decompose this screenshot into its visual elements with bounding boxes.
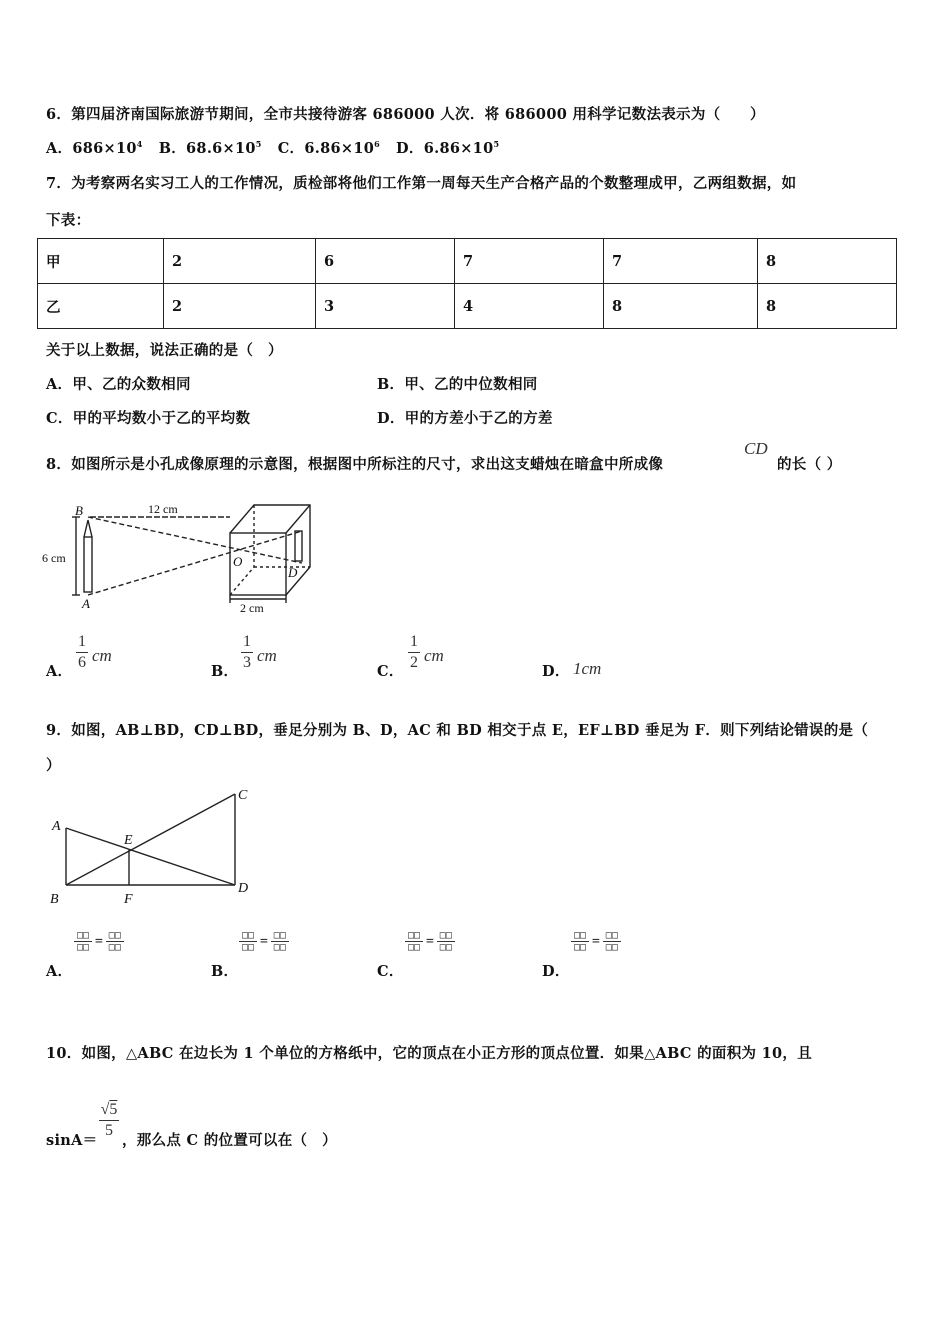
table-cell: 乙: [38, 284, 164, 329]
table-cell: 7: [604, 239, 758, 284]
q7-data-table: [37, 238, 897, 329]
q10-stem: 10．如图，△ABC 在边长为 1 个单位的方格纸中，它的顶点在小正方形的顶点位置．如果△ABC 的面积为 10，且: [46, 1045, 813, 1062]
label-D: D: [288, 565, 298, 580]
candle-flame: [84, 520, 92, 537]
q10-sin-fraction: √5 5: [100, 1101, 118, 1139]
q8-stem: 8．如图所示是小孔成像原理的示意图，根据图中所标注的尺寸，求出这支蜡烛在暗盒中所成像: [46, 456, 664, 473]
candle-body: [84, 537, 92, 592]
q6-option-d: D．$6.86\times 10^5$: [396, 139, 500, 157]
label-E: E: [124, 833, 133, 848]
table-row: [38, 284, 897, 329]
geometry-figure: [40, 780, 270, 910]
table-cell: 甲: [38, 239, 164, 284]
label-2cm: 2 cm: [240, 601, 264, 615]
label-F: F: [124, 892, 133, 907]
table-cell: 7: [455, 239, 604, 284]
table-cell: 2: [164, 284, 316, 329]
q8-option-a-label: A．: [46, 663, 73, 680]
label-A: A: [52, 819, 61, 834]
q7-stem-line2: 下表：: [46, 212, 91, 229]
label-B: B: [75, 503, 83, 518]
label-6cm: 6 cm: [42, 551, 66, 565]
q8-cd-symbol: CD: [744, 439, 768, 458]
q10-sin-prefix: sinA＝: [46, 1132, 98, 1149]
q6-option-b: B．$68.6\times 10^5$: [158, 139, 262, 157]
table-cell: 8: [604, 284, 758, 329]
q9-option-a-equation: □□ □□ = □□ □□: [74, 930, 124, 953]
q8-stem-tail: 的长（ ）: [777, 456, 842, 473]
q8-option-c-fraction: 1 2: [410, 633, 418, 671]
candle-image: [295, 531, 302, 561]
q7-option-c: C．甲的平均数小于乙的平均数: [46, 410, 251, 427]
q7-question: 关于以上数据，说法正确的是（ ）: [46, 342, 283, 359]
q9-option-c-equation: □□ □□ = □□ □□: [405, 930, 455, 953]
q6-option-a: A．$686\times 10^4$: [46, 139, 143, 157]
q7-option-b: B．甲、乙的中位数相同: [377, 376, 538, 393]
q8-option-d-value: 1cm: [573, 659, 602, 678]
q9-stem-line2: ）: [46, 757, 61, 774]
q7-option-a: A．甲、乙的众数相同: [46, 376, 191, 393]
q9-option-b-label: B．: [211, 963, 239, 980]
q6-stem: 6．第四届济南国际旅游节期间，全市共接待游客 686000 人次．将 686000 用科学记数法表示为（ ）: [46, 106, 765, 123]
table-cell: 8: [758, 284, 897, 329]
q9-option-a-label: A．: [46, 963, 73, 980]
table-row: [38, 239, 897, 284]
q9-option-c-label: C．: [377, 963, 404, 980]
q9-stem-line1: 9．如图，AB⊥BD，CD⊥BD，垂足分别为 B、D，AC 和 BD 相交于点 E，EF⊥BD 垂足为 F．则下列结论错误的是（: [46, 722, 869, 739]
label-D: D: [238, 881, 249, 896]
q10-tail: ，那么点 C 的位置可以在（ ）: [122, 1132, 337, 1149]
q9-option-d-equation: □□ □□ = □□ □□: [571, 930, 621, 953]
table-cell: 6: [316, 239, 455, 284]
q6-options: [46, 137, 499, 158]
ray-bottom: [88, 531, 302, 595]
q8-option-b-fraction: 1 3: [243, 633, 251, 671]
q8-option-d-label: D．: [542, 663, 570, 680]
pinhole-camera-figure: [40, 495, 330, 615]
table-cell: 3: [316, 284, 455, 329]
q9-option-d-label: D．: [542, 963, 570, 980]
label-B: B: [50, 892, 59, 907]
table-cell: 2: [164, 239, 316, 284]
q6-option-c: C．$6.86\times 10^6$: [277, 139, 380, 157]
q7-option-d: D．甲的方差小于乙的方差: [377, 410, 553, 427]
q8-option-b-label: B．: [211, 663, 239, 680]
q8-option-a-fraction: 1 6: [78, 633, 86, 671]
segment-AD: [66, 828, 235, 885]
label-C: C: [238, 788, 248, 803]
table-cell: 4: [455, 284, 604, 329]
segment-BC: [66, 794, 235, 885]
q7-stem-line1: 7．为考察两名实习工人的工作情况，质检部将他们工作第一周每天生产合格产品的个数整理成甲，乙两组数据，如: [46, 175, 797, 192]
q8-option-c-label: C．: [377, 663, 404, 680]
q8-option-c-unit: cm: [424, 646, 444, 665]
q8-option-b-unit: cm: [257, 646, 277, 665]
label-O: O: [233, 554, 243, 569]
q8-option-a-unit: cm: [92, 646, 112, 665]
table-cell: 8: [758, 239, 897, 284]
q9-option-b-equation: □□ □□ = □□ □□: [239, 930, 289, 953]
ray-top: [88, 517, 302, 563]
label-12cm: 12 cm: [148, 502, 178, 516]
label-A: A: [82, 596, 90, 611]
